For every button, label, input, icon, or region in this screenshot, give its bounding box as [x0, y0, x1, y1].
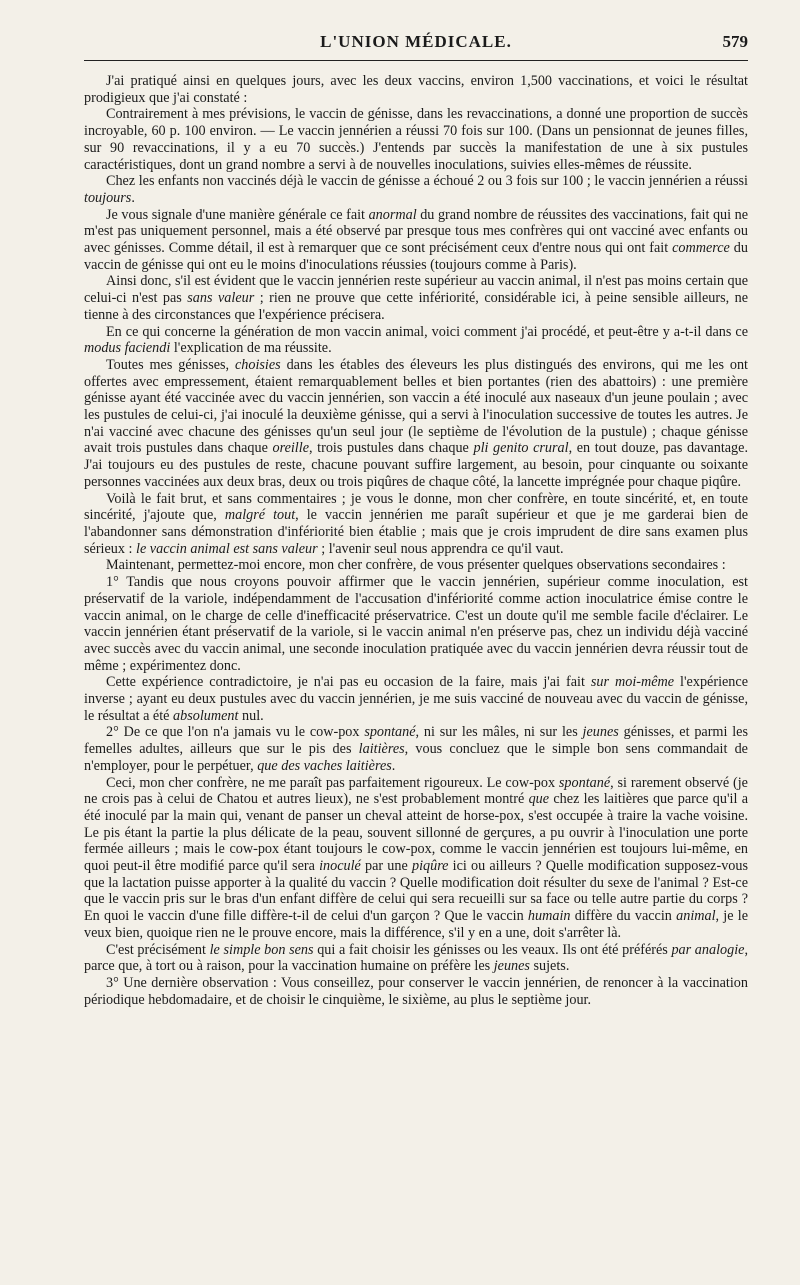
text-run: du grand nombre de réussites des vaccinations, fait qui ne m'est pas uniquement personnel, mais a été observé par presque tous mes confrères qui ont vacciné avec enfants ou avec génisses. Comme détail, il est à remarquer que ce sont précisément ceux d'entre nous qui ont fait [84, 206, 749, 257]
text-run: l'expérience inverse ; ayant eu deux pustules avec du vaccin jennérien, je me suis vacciné de nouveau avec du vaccin de génisse, le résultat a été [84, 674, 748, 724]
page-number: 579 [722, 32, 748, 51]
paragraph [84, 491, 748, 558]
italic-text: laitières [358, 741, 405, 758]
italic-text: toujours [84, 189, 132, 206]
text-run: Cette expérience contradictoire, je n'ai pas eu occasion de la faire, mais j'ai fait [106, 674, 591, 691]
text-run: diffère du vaccin [570, 908, 677, 925]
italic-text: piqûre [411, 858, 449, 875]
running-header [84, 28, 748, 56]
text-run: C'est précisément [106, 941, 210, 958]
text-run: ; l'avenir seul nous apprendra ce qu'il vaut. [317, 540, 564, 557]
text-run: , en tout douze, pas davantage. J'ai toujours eu des pustules de reste, chacune pouvant suffire largement, au besoin, pour cinquante ou soixante personnes vaccinées aux deux bras, deux ou trois piqûres de chaque côté, la lancette imprégnée pour chaque piqûre. [84, 440, 748, 490]
paragraph [84, 674, 748, 724]
text-run: , parce que, à tort ou à raison, pour la vaccination humaine on préfère les [84, 941, 749, 975]
italic-text: sur moi-même [590, 674, 675, 691]
paragraph [84, 357, 748, 491]
paragraph [84, 207, 748, 274]
text-run: Je vous signale d'une manière générale ce fait [106, 206, 369, 223]
paragraph [84, 106, 748, 173]
italic-text: jeunes [493, 958, 530, 975]
paragraph [84, 975, 748, 1008]
text-run: . [131, 189, 135, 206]
italic-text: absolument [173, 707, 239, 724]
text-run: , ni sur les mâles, ni sur les [415, 724, 583, 741]
paragraph [84, 724, 748, 774]
text-run: Maintenant, permettez-moi encore, mon cher confrère, de vous présenter quelques observations secondaires : [106, 557, 726, 574]
text-run: , si rarement observé (je ne crois pas à celui de Chatou et autres lieux), ne s'est probablement montré [84, 774, 748, 808]
text-run: chez les laitières que parce qu'il a été inoculé par la main qui, venant de panser un cheval atteint de horse-pox, s'est occupée à traire la vache voisine. Le pis étant la partie la plus délicate de la peau, souvent sillonné de gerçures, a pu ouvrir à l'inoculation une porte fermée ailleurs ; mais le cow-pox étant toujours le cow-pox, comme le vaccin jennérien est toujours lui-même, en quoi peut-il être modifié parce qu'il sera [84, 791, 748, 875]
text-run: l'explication de ma réussite. [170, 340, 332, 357]
italic-text: que [528, 791, 550, 808]
text-run: . [391, 757, 396, 774]
text-run: dans les étables des éleveurs les plus distingués des environs, qui me les ont offertes avec empressement, étaient remarquablement belles et bien portantes (rien des abattoirs) : une première génisse ayant été vaccinée avec du vaccin jennérien, son vaccin a été inoculé aux naseaux d'un jeune poulain ; avec les pustules de celui-ci, j'ai inoculé la deuxième génisse, qui a servi à l'inoculation successive de toutes les autres. Je n'ai vacciné avec chacune des génisses qu'un seul jour (le septième de l'évolution de la pustule) ; chaque génisse avait trois pustules dans chaque [84, 356, 748, 457]
text-run: ici ou ailleurs ? Quelle modification supposez-vous que la lactation puisse apporter à la qualité du vaccin ? Quelle modification doit résulter du sexe de l'animal ? Est-ce que le vaccin pris sur le bras d'un enfant diffère de celui qui sera recueilli sur sa face ou telle autre partie du corps ? En quoi le vaccin d'une fille diffère-t-il de celui d'un garçon ? Que le vaccin [84, 858, 748, 925]
text-run: Ainsi donc, s'il est évident que le vaccin jennérien reste supérieur au vaccin animal, il n'est pas moins certain que celui-ci n'est pas [84, 273, 748, 307]
header-rule [84, 60, 748, 61]
paragraph [84, 557, 748, 574]
paragraph [84, 273, 748, 323]
paragraph [84, 324, 748, 357]
italic-text: commerce [672, 240, 730, 257]
italic-text: le vaccin animal est sans valeur [136, 540, 318, 557]
text-run: Chez les enfants non vaccinés déjà le vaccin de génisse a échoué 2 ou 3 fois sur 100 ; le vaccin jennérien a réussi [106, 173, 748, 190]
italic-text: spontané [558, 774, 611, 791]
text-run: par une [360, 858, 412, 875]
italic-text: anormal [368, 206, 417, 223]
paragraph [84, 942, 748, 975]
text-run: qui a fait choisir les génisses ou les veaux. Ils ont été préférés [313, 941, 672, 958]
italic-text: sans valeur [187, 290, 255, 307]
text-run: En ce qui concerne la génération de mon vaccin animal, voici comment j'ai procédé, et peut-être y a-t-il dans ce [106, 323, 748, 340]
paragraph [84, 73, 748, 106]
text-run: nul. [238, 707, 264, 724]
running-title: L'UNION MÉDICALE. [320, 32, 512, 51]
italic-text: oreille [272, 440, 309, 457]
text-run: sujets. [529, 958, 570, 975]
text-run: 2° De ce que l'on n'a jamais vu le cow-pox [106, 724, 365, 741]
italic-text: malgré tout [224, 507, 296, 524]
text-run: du vaccin de génisse qui ont eu le moins d'inoculations réussies (toujours comme à Paris). [84, 240, 748, 273]
italic-text: inoculé [319, 858, 361, 875]
italic-text: pli genito crural [473, 440, 569, 457]
text-run: J'ai pratiqué ainsi en quelques jours, avec les deux vaccins, environ 1,500 vaccinations, et voici le résultat prodigieux que j'ai constaté : [84, 73, 748, 106]
text-run: , vous concluez que le simple bon sens commandait de n'employer, pour le perpétuer, [84, 741, 748, 774]
italic-text: modus faciendi [84, 340, 171, 357]
text-run: génisses, et parmi les femelles adultes, ailleurs que sur le pis des [84, 724, 748, 758]
italic-text: choisies [234, 356, 281, 373]
italic-text: le simple bon sens [209, 941, 314, 958]
text-run: Toutes mes génisses, [106, 356, 235, 373]
text-run: , trois pustules dans chaque [309, 440, 474, 457]
text-run: Voilà le fait brut, et sans commentaires ; je vous le donne, mon cher confrère, en toute sincérité, et, en toute sincérité, j'ajoute que, [84, 490, 748, 524]
body-text [84, 73, 748, 1008]
italic-text: animal [676, 908, 716, 925]
text-run: Ceci, mon cher confrère, ne me paraît pas parfaitement rigoureux. Le cow-pox [106, 774, 559, 791]
text-run: Contrairement à mes prévisions, le vaccin de génisse, dans les revaccinations, a donné une proportion de succès incroyable, 60 p. 100 environ. — Le vaccin jennérien a réussi 70 fois sur 100. (Dans un pensionnat de jeunes filles, sur 90 revaccinations, il y a eu 70 succès.) J'entends par succès la manifestation de une à six pustules caractéristiques, dont un grand nombre a servi à de nouvelles inoculations, suivies elles-mêmes de réussite. [84, 106, 748, 173]
paragraph [84, 775, 748, 942]
paragraph [84, 173, 748, 206]
paragraph [84, 574, 748, 674]
italic-text: que des vaches laitières [257, 757, 392, 774]
italic-text: spontané [364, 724, 416, 741]
text-run: , le vaccin jennérien me paraît supérieur et que je me garderai bien de l'abandonner sans démonstration d'infériorité bien établie ; mais que je crois imprudent de dire sans examen plus sérieux : [84, 507, 748, 557]
text-run: 3° Une dernière observation : Vous conseillez, pour conserver le vaccin jennérien, de renoncer à la vaccination périodique hebdomadaire, et de choisir le cinquième, le sixième, au plus le septième jour. [84, 974, 748, 1008]
italic-text: par analogie [671, 941, 745, 958]
text-run: , je le veux bien, quoique rien ne le prouve encore, mais la différence, s'il y en a une, doit s'arrêter là. [84, 908, 749, 941]
text-run: ; rien ne prouve que cette infériorité, considérable ici, à peine sensible ailleurs, ne tienne à des circonstances que l'expérience précisera. [84, 290, 748, 323]
italic-text: jeunes [582, 724, 619, 741]
text-run: 1° Tandis que nous croyons pouvoir affirmer que le vaccin jennérien, supérieur comme inoculation, est préservatif de la variole, indépendamment de l'accusation d'infériorité comme action inoculatrice émise contre le vaccin animal, on le charge de celle d'inefficacité préservatrice. C'est un doute qu'il me semble facile d'éclairer. Le vaccin jennérien étant préservatif de la variole, si le vaccin animal n'en préserve pas, chez un individu déjà vacciné avec succès avec du vaccin animal, une seconde inoculation pratiquée avec du vaccin jennérien devra réussir tout de même ; expérimentez donc. [84, 574, 748, 674]
italic-text: humain [527, 908, 571, 925]
